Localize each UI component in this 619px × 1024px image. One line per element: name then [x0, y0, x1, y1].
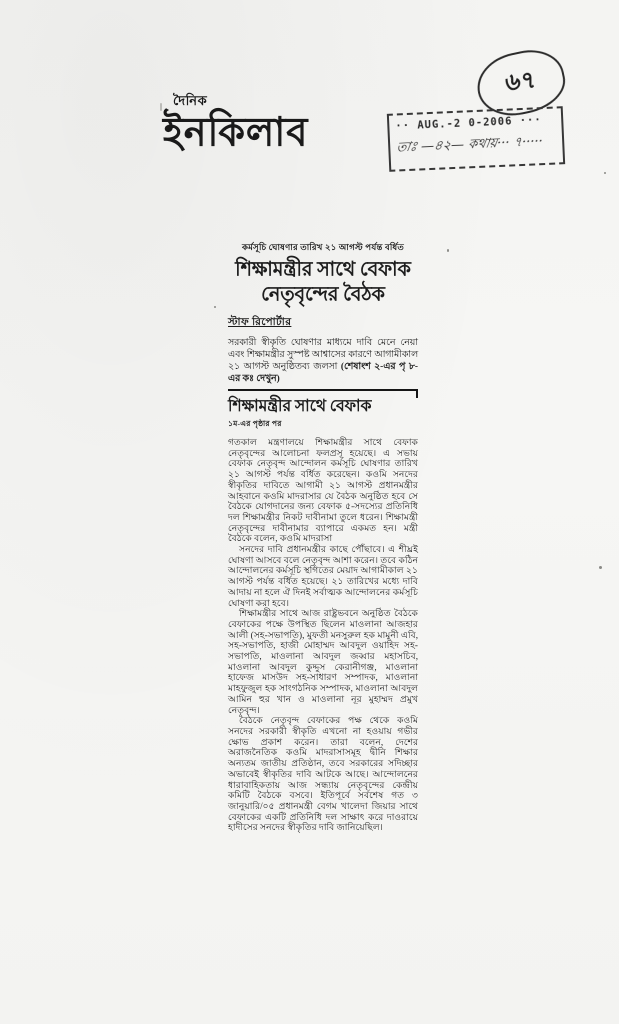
body-paragraph: সনদের দাবি প্রধানমন্ত্রীর কাছে পৌঁছাবে। এ শীঘ্রই ঘোষণা আসবে বলে নেতৃবৃন্দ আশা করেন। তবে কঠিন আন্দোলনের কর্মসূচি স্থগিতের মেয়াদ আগামীকাল ২১ আগস্ট পর্যন্ত বর্ধিত হয়েছে। ২১ তারিখের মধ্যে দাবি আদায় না হলে ঐ দিনই সর্বাত্মক আন্দোলনের কর্মসূচি ঘোষণা করা হবে।: [228, 544, 418, 608]
scan-speck: [160, 103, 162, 111]
stamp-date-line: ·· AUG.-2 0-2006 ···: [395, 114, 542, 133]
lead-paragraph: [228, 337, 418, 385]
body-paragraph: বৈঠকে নেতৃবৃন্দ বেফাকের পক্ষ থেকে কওমি সনদের সরকারী স্বীকৃতি এখনো না হওয়ায় গভীর ক্ষোভ প্রকাশ করেন। তারা বলেন, দেশের অরাজনৈতিক কওমি মাদরাসাসমূহ দ্বীনি শিক্ষার অন্যতম জাতীয় প্রতিষ্ঠান, তবে সরকারের সদিচ্ছার অভাবেই স্বীকৃতির দাবি আটকে আছে। আন্দোলনের ধারাবাহিকতায় আজ সন্ধ্যায় নেতৃবৃন্দের কেন্দ্রীয় কমিটি বৈঠকে বসবে। ইতিপূর্বে সর্বশেষ গত ৩ জানুয়ারি/০৫ প্রধানমন্ত্রী বেগম খালেদা জিয়ার সাথে বেফাকের একটি প্রতিনিধি দল সাক্ষাৎ করে দাওরায়ে হাদীসের সনদের স্বীকৃতির দাবি জানিয়েছিল।: [228, 715, 418, 833]
article-body: [228, 437, 418, 833]
scan-speck: [214, 306, 216, 308]
scan-speck: [604, 172, 606, 174]
masthead-title: ইনকিলাব: [163, 110, 309, 156]
newspaper-masthead: [163, 92, 323, 156]
body-paragraph: গতকাল মন্ত্রণালয়ে শিক্ষামন্ত্রীর সাথে বেফাক নেতৃবৃন্দের আলোচনা ফলপ্রসূ হয়েছে। এ সভায় বেফাক নেতৃবৃন্দ আন্দোলন কর্মসূচি ঘোষণার তারিখ ২১ আগস্ট পর্যন্ত বর্ধিত করেছেন। কওমি সনদের স্বীকৃতির দাবিতে আগামী ২১ আগস্ট প্রধানমন্ত্রীর আহবানে কওমি মাদরাসার যে বৈঠক অনুষ্ঠিত হবে সে বৈঠকে যোগদানের জন্য বেফাক ৫-সদস্যের প্রতিনিধি দল শিক্ষামন্ত্রীর নিকট দাবীনামা তুলে ধরেন। শিক্ষামন্ত্রী নেতৃবৃন্দের দাবীনামার ব্যাপারে একমত হন। মন্ত্রী বৈঠকে বলেন, কওমি মাদরাসা: [228, 437, 418, 544]
masthead-pretitle: দৈনিক: [173, 93, 208, 108]
article-kicker: কর্মসূচি ঘোষণার তারিখ ২১ আগস্ট পর্যন্ত বর্ধিত: [241, 242, 405, 252]
scan-speck: [599, 566, 602, 569]
article-headline-line2: নেতৃবৃন্দের বৈঠক: [261, 284, 385, 306]
article-headline: [228, 258, 418, 308]
continuation-headline: শিক্ষামন্ত্রীর সাথে বেফাক: [228, 397, 372, 416]
date-stamp: [387, 106, 565, 172]
circled-number-text: ৬৭: [505, 64, 537, 97]
stamp-note-line: তাঃ —৪২— কথায়··· ৭·····: [395, 134, 544, 156]
jump-note: (শেষাংশ ২-এর পৃ ৮-এর কঃ দেখুন): [228, 362, 418, 384]
article-headline-line1: শিক্ষামন্ত্রীর সাথে বেফাক: [235, 259, 411, 281]
continued-from-note: ১ম-এর পৃষ্ঠার পর: [228, 419, 282, 428]
article-column: [228, 241, 418, 833]
scan-speck: [447, 249, 449, 252]
lead-text: সরকারী স্বীকৃতি ঘোষণার মাধ্যমে দাবি মেনে নেয়া এবং শিক্ষামন্ত্রীর সুস্পষ্ট আশ্বাসের কারণে আগামীকাল ২১ আগস্ট অনুষ্ঠিতব্য জলসা: [228, 338, 418, 372]
byline: স্টাফ রিপোর্টার: [228, 317, 292, 328]
body-paragraph: শিক্ষামন্ত্রীর সাথে আজ রাষ্ট্রভবনে অনুষ্ঠিত বৈঠকে বেফাকের পক্ষে উপস্থিত ছিলেন মাওলানা আজহার আলী (সহ-সভাপতি), মুফতী মনসুরুল হক মামুনী এবি, সহ-সভাপতি, হাজী মোহাম্মদ আবদুল ওয়াহিদ সহ-সভাপতি, মাওলানা আবদুল জব্বার মহাসচিব, মাওলানা আবদুল কুদ্দুস কেরানীগঞ্জ, মাওলানা হাফেজ মাসউদ সহ-সাধারণ সম্পাদক, মাওলানা মাহফুজুল হক সাংগঠনিক সম্পাদক, মাওলানা আবদুল আমিন হুর খান ও মাওলানা নূর মুহাম্মদ প্রমুখ নেতৃবৃন্দ।: [228, 608, 418, 715]
